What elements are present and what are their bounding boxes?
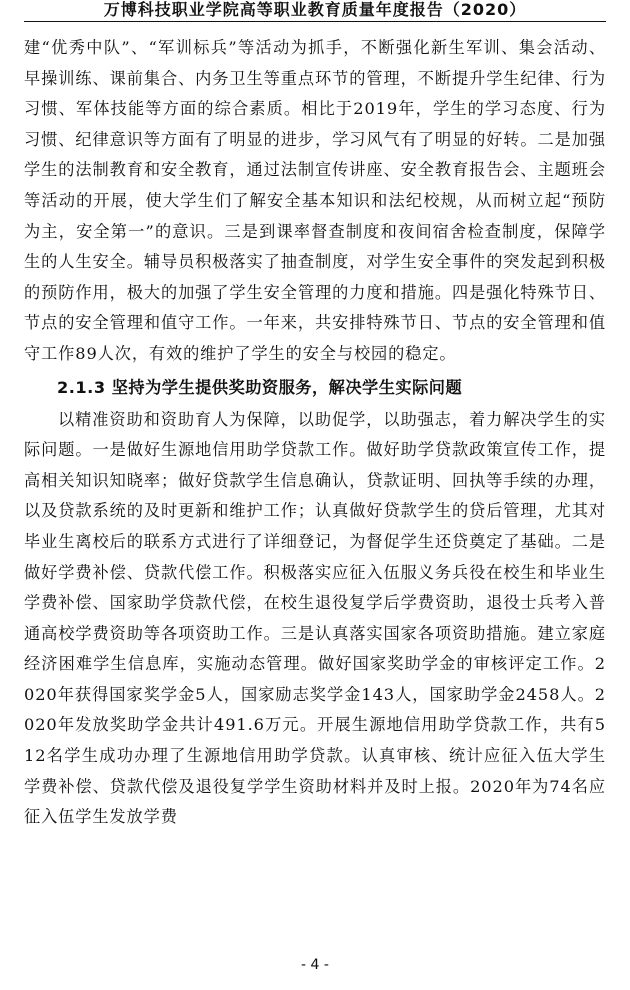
report-body [24,33,606,833]
section-heading-2-1-3: 2.1.3 坚持为学生提供奖助资服务，解决学生实际问题 [57,377,463,397]
header-divider [24,21,606,22]
page-number: - 4 - [301,957,329,973]
body-paragraph-continued: 建“优秀中队”、“军训标兵”等活动为抓手，不断强化新生军训、集会活动、早操训练、课前集合、内务卫生等重点环节的管理，不断提升学生纪律、行为习惯、军体技能等方面的综合素质。相比于2019年，学生的学习态度、行为习惯、纪律意识等方面有了明显的进步，学习风气有了明显的好转。二是加强学生的法制教育和安全教育，通过法制宣传讲座、安全教育报告会、主题班会等活动的开展，使大学生们了解安全基本知识和法纪校规，从而树立起“预防为主，安全第一”的意识。三是到课率督查制度和夜间宿舍检查制度，保障学生的人生安全。辅导员积极落实了抽查制度，对学生安全事件的突发起到积极的预防作用，极大的加强了学生安全管理的力度和措施。四是强化特殊节日、节点的安全管理和值守工作。一年来，共安排特殊节日、节点的安全管理和值守工作89人次，有效的维护了学生的安全与校园的稳定。 [24,38,606,363]
running-header-title: 万博科技职业学院高等职业教育质量年度报告（2020） [103,0,527,19]
body-paragraph-financial-aid: 以精准资助和资助育人为保障，以助促学，以助强志，着力解决学生的实际问题。一是做好生源地信用助学贷款工作。做好助学贷款政策宣传工作，提高相关知识知晓率；做好贷款学生信息确认，贷款证明、回执等手续的办理，以及贷款系统的及时更新和维护工作；认真做好贷款学生的贷后管理，尤其对毕业生离校后的联系方式进行了详细登记，为督促学生还贷奠定了基础。二是做好学费补偿、贷款代偿工作。积极落实应征入伍服义务兵役在校生和毕业生学费补偿、国家助学贷款代偿，在校生退役复学后学费资助，退役士兵考入普通高校学费资助等各项资助工作。三是认真落实国家各项资助措施。建立家庭经济困难学生信息库，实施动态管理。做好国家奖助学金的审核评定工作。2020年获得国家奖学金5人，国家励志奖学金143人，国家助学金2458人。2020年发放奖助学金共计491.6万元。开展生源地信用助学贷款工作，共有512名学生成功办理了生源地信用助学贷款。认真审核、统计应征入伍大学生学费补偿、贷款代偿及退役复学学生资助材料并及时上报。2020年为74名应征入伍学生发放学费 [24,409,606,827]
